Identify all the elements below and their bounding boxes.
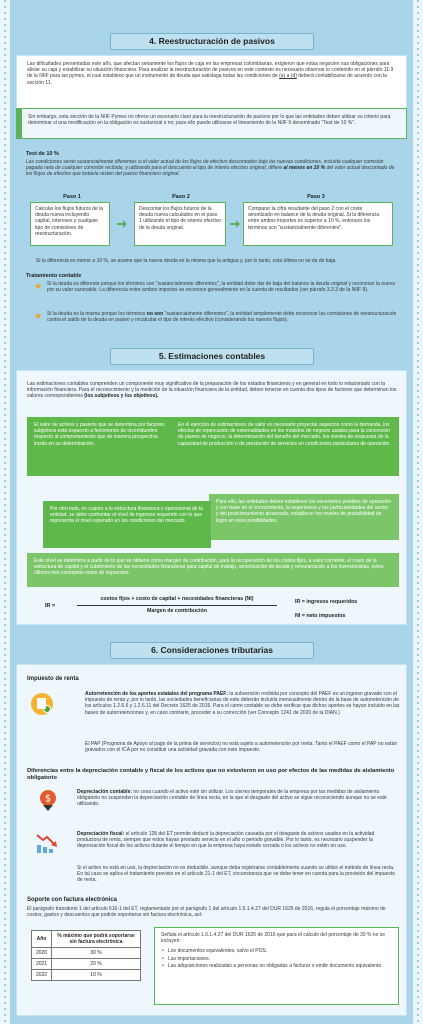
table-cell: 10 % [52,970,141,981]
legend-ir: IR = ingresos requeridos [295,599,358,605]
treatment-2: Si la deuda es la misma porque los términos no son "sustancialmente diferentes", la entidad simplemente debe reconocer las comisiones de reestructuración contra el saldo de la deuda en pasivo y recalcular el tipo de interés efectivo (considerando los nuevos flujos). [47,311,397,324]
table-row [32,948,141,959]
test-title: Test de 10 % [26,151,59,157]
treatment-1: Si la deuda es diferente porque los términos son "sustancialmente diferentes", la entidad debe dar de baja del balance la deuda original y reconocer la nueva por su valor razonable. La diferencia entre ambos importes se reconoce generalmente en la cuenta de resultados (ver párrafo 3.3.3 de la NIIF 9). [47,281,395,294]
formula [37,593,287,621]
step-2-box: Descontar los flujos futuros de la deuda nueva calculados en el paso 1 utilizando el tipo de interés efectivo de la deuda original. [134,202,226,246]
s5-panel [16,370,407,625]
s4-green-callout [16,108,407,139]
estim-box-2: En el ejercicio de estimaciones de valor es necesario proyectar aspectos como la demanda, los efectos de repercusión de externalidades en los modelos de negocio usados para la concreción de planes de negocio, la determinación del tamaño del mercado, los niveles de respuesta de la capacidad de producción o de prestación de servicios en condiciones particulares de operación. [171,417,399,476]
formula-denominator: Margen de contribución [146,608,208,614]
s5-intro: Las estimaciones contables comprenden un componente muy significativo de la preparación de los estados financieros y en general en todo lo relacionado con la información financiera. Para el reconocimiento y la medición de la situación financiera de la entidad, deben tenerse en cuenta dos tipos de factores que determinan los valores correspondientes (los subjetivos y los objetivos). [27,381,397,400]
arrow-right-icon [230,220,240,228]
paef-text: Autorretención de los aportes estatales del programa PAEF: la subvención recibida por concepto del PAEF es un ingreso gravado con el impuesto de renta y, por lo tanto, las sociedades beneficiarias de este deberán incluirla mensualmente dentro de la base de autorretención de los artículos 1.2.6.6 y 1.2.6.11 del Decreto 1625 de 2016. Para el cierre contable se debe verificar que dichos aportes se hayan incluido en las bases de autorretenciones y, en caso contrario, proceder a su corrección (ver Concepto 1241 de 2020 de la DIAN.) [85,691,400,716]
formula-lhs: IR = [45,603,56,609]
intro-link[interactable]: (a) a (d) [279,73,297,80]
arrow-right-icon [117,220,127,228]
estim-box-4: Por otro lado, en cuanto a la estructura financiera y operacional de la entidad, se debe confrontar el nivel de ingresos requerido con lo que representa el nivel esperado en las condiciones del mercado. [43,501,211,548]
dep-note: Si el activo no está en uso, la depreciación no es deducible, aunque deba registrarse contablemente cuando se utilice el método de línea recta. En tal caso se aplica el tratamiento previsto en el artículo 21-1 del ET, circunstancia que se debe tener en cuenta para la provisión del impuesto de renta. [77,865,395,884]
dollar-down-icon [37,789,59,811]
table-cell: 2021 [32,959,52,970]
section-4-title: 4. Reestructuración de pasivos [110,33,314,50]
table-row [32,970,141,981]
step-2-label: Paso 2 [172,194,190,200]
left-border [0,0,10,1024]
step-1-box: Calcular los flujos futuros de la deuda nueva incluyendo capital, intereses y cualquier tipo de comisiones de reestructuración. [30,202,110,246]
fe-side-box [154,927,399,1005]
s6-panel [16,664,407,1016]
list-item: • Las importaciones. [161,956,393,962]
table-header-row [32,931,141,948]
estim-box-3: Para ello, las entidades deben establecer los escenarios posibles de operación y con base en el conocimiento, la experiencia y las particularidades del sector y del posicionamiento alcanzado, establecer los niveles de probabilidad de logro en esos posibilidades. [209,494,399,540]
s4-green-text: Sin embargo, esta sección de la NIIF Pymes no ofrece un escenario claro para la reestructuración de pasivos por lo que las entidades deben utilizar su criterio para determinar si una modificación en la obligación es sustancial o no; para ello puede utilizarse el lineamiento de la NIIF 9 denominado "Test de 10 %". [28,114,391,127]
legend-ni: NI = neto impuestos [295,613,346,619]
table-cell: 2020 [32,948,52,959]
step-3-box: Comparar la cifra resultante del paso 2 con el coste amortizado en balance de la deuda original. Si la diferencia entre ambos importes es superior a 10 %, entonces los términos son "sustancialmente diferentes". [243,202,393,246]
table-cell: 2022 [32,970,52,981]
table-row [32,959,141,970]
fe-table [31,930,141,981]
s4-intro-text: Las dificultades presentadas este año, que afectan seriamente los flujos de caja en las empresas colombianas, exigieron que estas negocien sus obligaciones para aliviar su caja y estabilizar su situación financiera. Para analizar la reestructuración de pasivos en este contexto es necesario observar lo contenido en el párrafo 11.9 de la NIIF para las pymes, el cual establece que un instrumento de deuda que satisfaga todas las condiciones de (a) a (d) deberá contabilizarse de acuerdo con la sección 11. [27,61,394,86]
test-text: Las condiciones serán sustancialmente diferentes si el valor actual de los flujos de efectivo descontados bajo las nuevas condiciones, incluida cualquier comisión pagada neta de cualquier comisión recibida, y utilizando para el descuento el tipo de interés efectivo original, difiere al menos en 10 % del valor actual descontado de los flujos de efectivo que todavía resten del pasivo financiero original. [26,159,395,178]
list-item: • Las adquisiciones realizadas a personas no obligadas a facturar o emitir documento equivalente. [161,963,393,969]
document-icon [31,693,53,715]
table-header: Año [32,931,52,948]
step-1-label: Paso 1 [63,194,81,200]
estim-box-1: El valor de activos y pasivos que se determina por factores subjetivos está expuesto a fenómenos de incertidumbre respecto al comportamiento que de manera prospectiva incida en su determinación. [27,417,173,476]
dep-title: Diferencias entre la depreciación contable y fiscal de los activos que no estuvieron en uso por efectos de las medidas de aislamiento obligatorio [27,768,395,781]
star-icon: ★ [34,281,43,291]
formula-numerator: costos fijos + costo de capital + necesidades financieras (NI) [100,596,254,602]
svg-text:$: $ [44,793,52,805]
list-item: • Los documentos equivalentes, salvo el POS. [161,948,393,954]
star-icon: ★ [34,311,43,321]
right-border [413,0,423,1024]
estim-box-5: Este nivel se determina a partir de lo que se obtiene como margen de contribución, para la recuperación de los costos fijos, a valor corriente, el costo de la estructura de capital y el cubrimiento de las necesidades financieras para capital de trabajo, amortización de deuda y remuneración a los inversionistas, estos últimos tres conceptos netos de impuestos. [27,553,399,587]
fe-title: Soporte con factura electrónica [27,897,118,903]
step-note: Si la diferencia es menor a 10 %, se asume que la nueva deuda es la misma que la antigua y, por lo tanto, esta última no se da de baja. [36,258,337,264]
chart-down-icon [35,831,59,855]
step-3-label: Paso 3 [307,194,325,200]
section-5-title: 5. Estimaciones contables [110,348,314,365]
renta-title: Impuesto de renta [27,676,79,682]
dep-contable: Depreciación contable: no cesa cuando el activo esté sin utilizar. Los cierres temporales de la empresa por las medidas de aislamiento obligatorio no suspenden la depreciación contable de línea recta, en la que el desgaste del activo se sigue reconociendo aunque no se esté utilizando. [77,789,387,808]
treatment-title: Tratamiento contable [26,273,82,279]
fe-side-list [161,948,393,969]
table-cell: 20 % [52,959,141,970]
s4-intro-panel [16,55,407,110]
fe-text: El parágrafo transitorio 1 del artículo 616-1 del ET, reglamentado por el parágrafo 1 del artículo 1.6.1.4.27 del DUR 1625 de 2016, regula el porcentaje máximo de costos, gastos y descuentos que podrán soportarse sin factura electrónica, así: [27,906,386,919]
dep-fiscal: Depreciación fiscal: el artículo 128 del ET permite deducir la depreciación causada por el desgaste de activos usados en la actividad productora de renta, siempre que estos hayan prestado servicio en el año o periodo gravable. Por lo tanto, es necesario suspender la depreciación fiscal de los activos durante el tiempo en que la empresa haya estado cerrada o los activos no estén en uso. [77,831,375,850]
pap-text: El PAP (Programa de Apoyo al pago de la prima de servicios) no está sujeto a autorretención por renta. Tanto el PAEF como el PAP no están gravados con el ICA por no constituir una actividad gravada con este impuesto. [85,741,398,754]
table-header: % máximo que podrá soportarse sin factura electrónica [52,931,141,948]
section-6-title: 6. Consideraciones tributarias [110,642,314,659]
formula-divider [77,605,277,606]
table-cell: 30 % [52,948,141,959]
fe-side-text: Señala el artículo 1.6.1.4.27 del DUR 1625 de 2016 que para el cálculo del porcentaje de 30 % no se incluyen: [161,932,386,945]
